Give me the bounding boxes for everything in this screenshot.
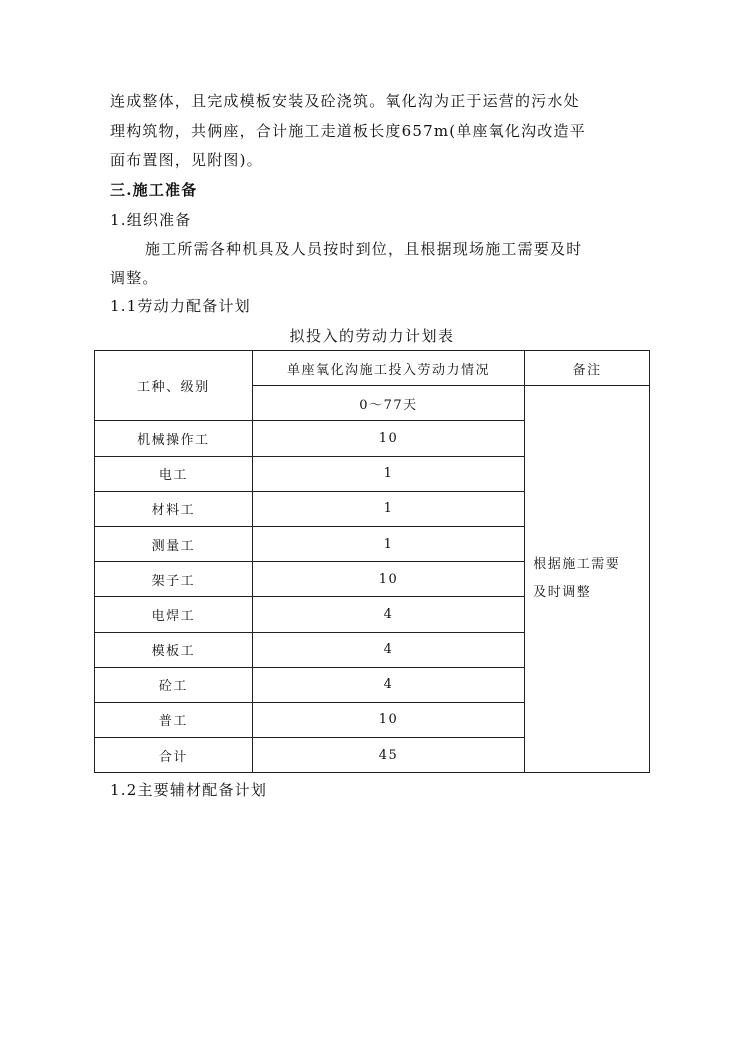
section-heading: 三.施工准备 [110, 181, 198, 199]
count-cell: 10 [252, 702, 524, 737]
subsection-heading: 1.组织准备 [110, 211, 192, 229]
header-trade: 工种、级别 [95, 351, 253, 421]
header-remark: 备注 [525, 351, 650, 386]
labor-plan-table [94, 350, 650, 773]
remark-line: 根据施工需要 [533, 557, 621, 573]
paragraph-line: 面布置图，见附图)。 [110, 151, 263, 169]
trade-cell: 电焊工 [95, 597, 253, 632]
count-cell: 45 [252, 738, 524, 773]
trade-cell: 材料工 [95, 491, 253, 526]
trade-cell: 架子工 [95, 562, 253, 597]
paragraph-line: 调整。 [110, 269, 159, 287]
table-caption: 拟投入的劳动力计划表 [289, 327, 455, 345]
trade-cell: 合计 [95, 738, 253, 773]
trade-cell: 模板工 [95, 632, 253, 667]
subsection-heading: 1.2主要辅材配备计划 [110, 781, 268, 799]
paragraph-line: 理构筑物，共俩座，合计施工走道板长度657m(单座氧化沟改造平 [110, 122, 586, 140]
count-cell: 4 [252, 632, 524, 667]
count-cell: 1 [252, 491, 524, 526]
trade-cell: 普工 [95, 702, 253, 737]
subheader-period: 0～77天 [252, 386, 524, 421]
trade-cell: 砼工 [95, 667, 253, 702]
count-cell: 10 [252, 421, 524, 456]
trade-cell: 测量工 [95, 526, 253, 561]
count-cell: 1 [252, 456, 524, 491]
paragraph-line: 施工所需各种机具及人员按时到位，且根据现场施工需要及时 [145, 240, 583, 258]
header-labor: 单座氧化沟施工投入劳动力情况 [252, 351, 524, 386]
count-cell: 10 [252, 562, 524, 597]
table-header-row [95, 351, 650, 386]
remark-cell [525, 386, 650, 773]
remark-line: 及时调整 [533, 585, 592, 601]
trade-cell: 电工 [95, 456, 253, 491]
count-cell: 4 [252, 597, 524, 632]
paragraph-line: 连成整体，且完成模板安装及砼浇筑。氧化沟为正于运营的污水处 [110, 92, 580, 110]
count-cell: 4 [252, 667, 524, 702]
trade-cell: 机械操作工 [95, 421, 253, 456]
subsection-heading: 1.1劳动力配备计划 [110, 297, 251, 315]
count-cell: 1 [252, 526, 524, 561]
